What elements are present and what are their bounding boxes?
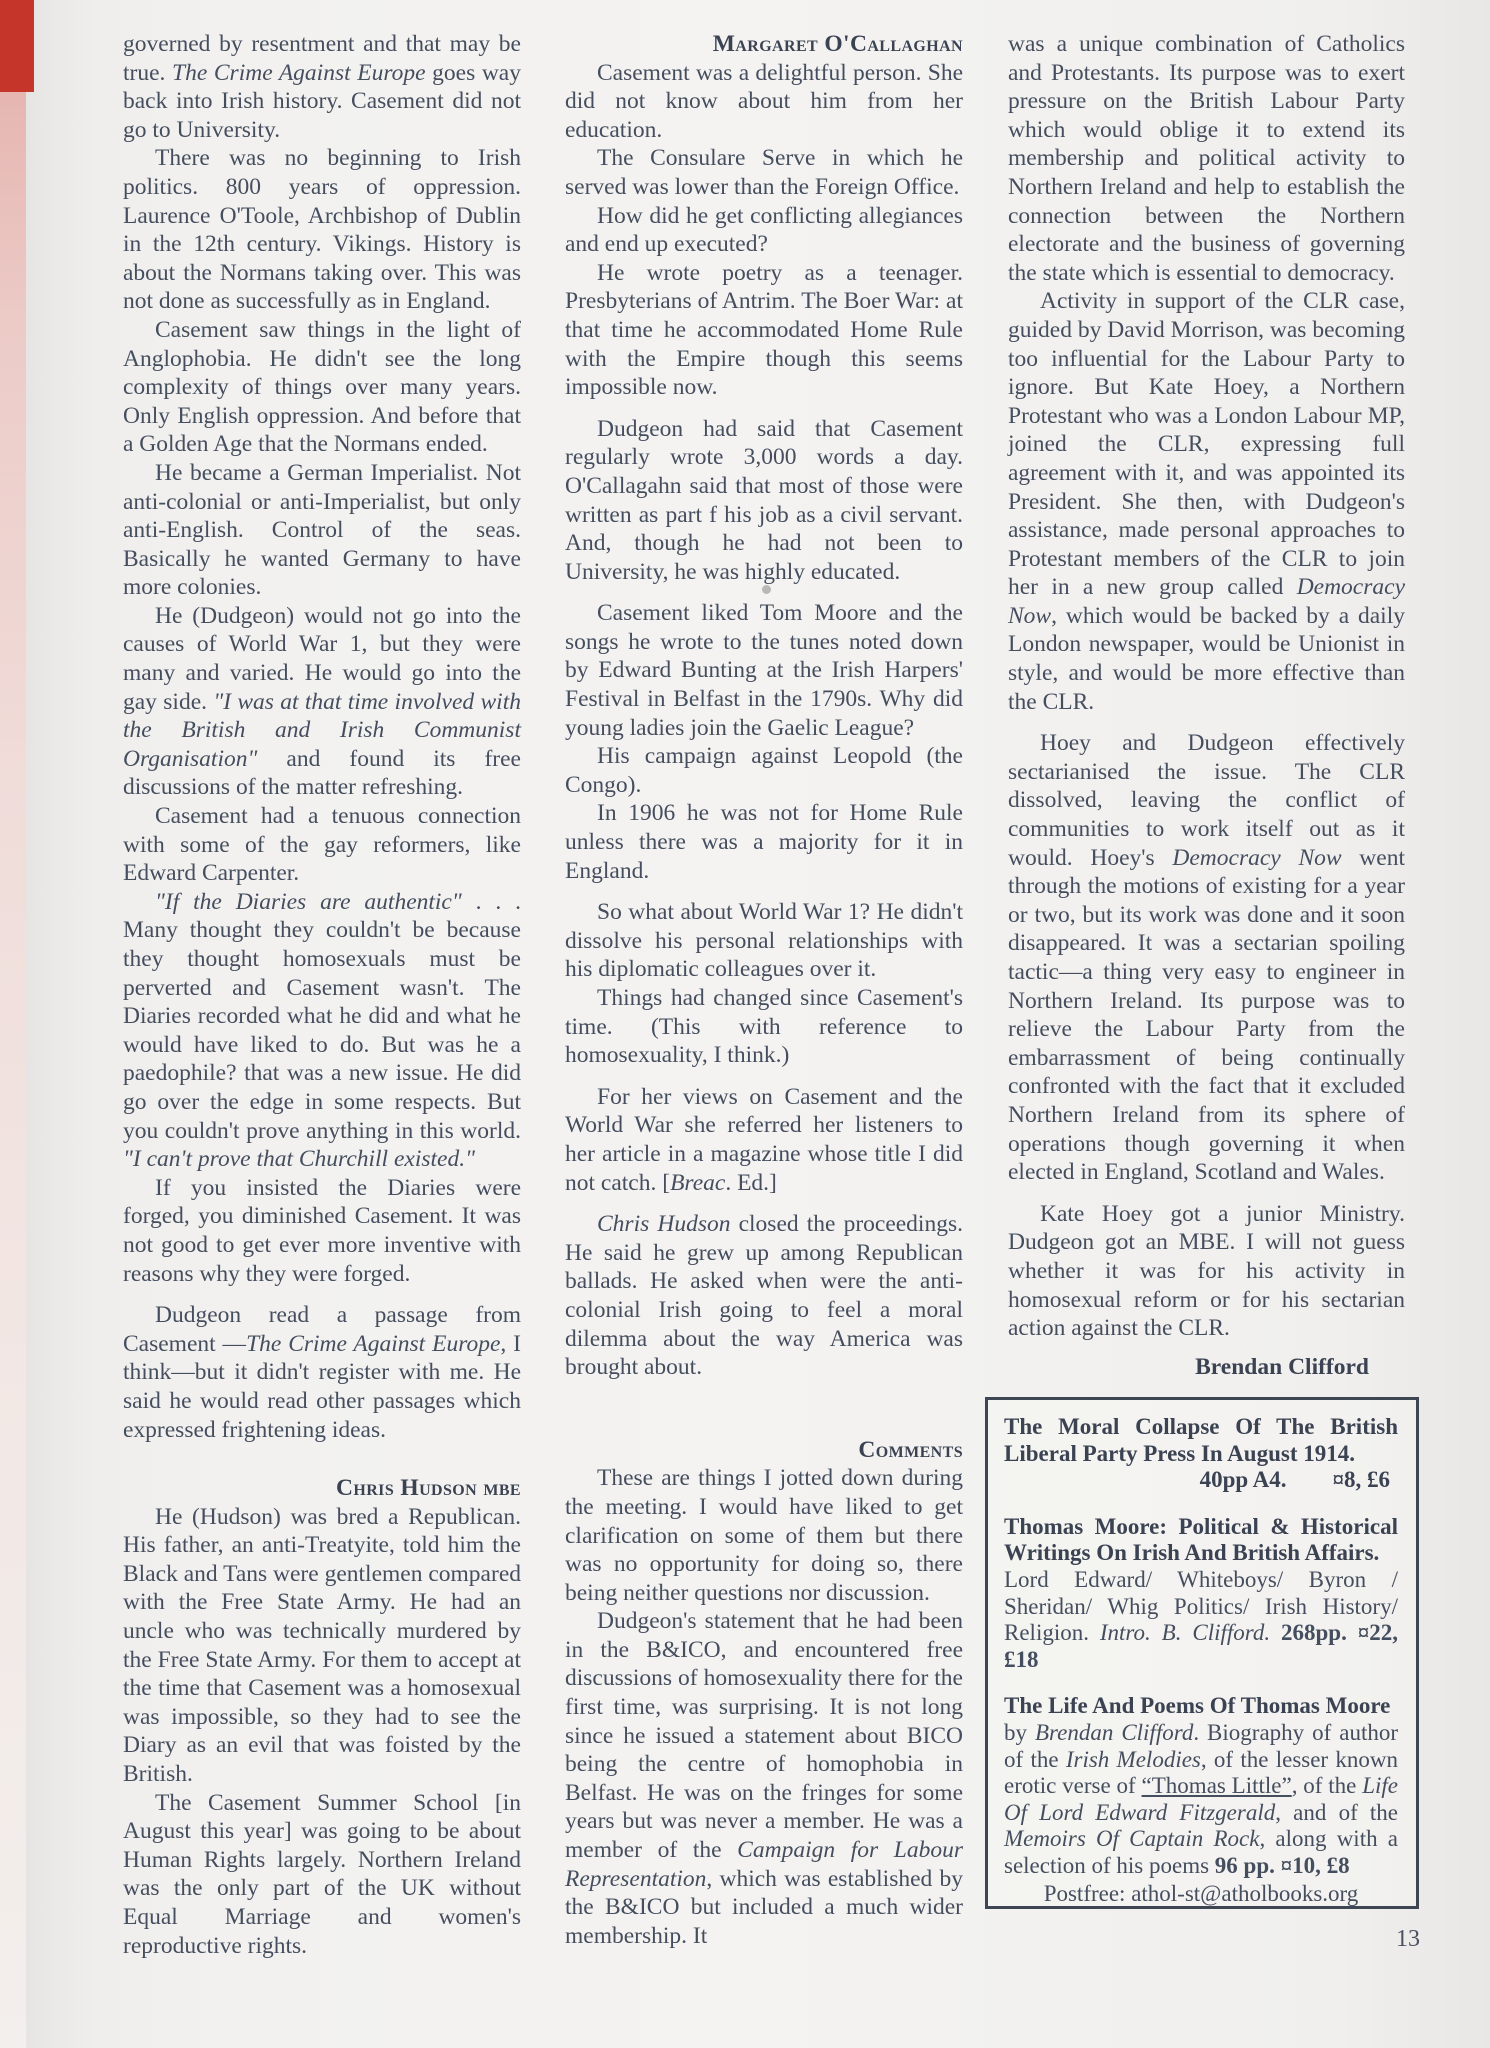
text-segment: . Ed.] — [725, 1169, 777, 1196]
ad-priceline — [1004, 1467, 1398, 1494]
text-segment: , of the — [1291, 1773, 1363, 1799]
text-segment: The Moral Collapse Of The British Liberal Party Press In August 1914. — [1004, 1414, 1398, 1466]
text-segment: Lord Edward/ Whiteboys/ Byron / Sheridan/ Whig Politics/ Irish History/ Religion. — [1004, 1566, 1398, 1646]
text-segment: Dudgeon had said that Casement regularly wrote 3,000 words a day. O'Callagahn said that most of those were written as part f his job as a civil servant. And, though he had not been to University, he was highly educated. — [565, 415, 963, 585]
column-1 — [123, 30, 521, 1960]
paragraph — [565, 1607, 963, 1950]
scan-edge-pink-strip — [0, 92, 26, 2048]
ad-pages: 40pp A4. — [1199, 1467, 1287, 1493]
ad-item-moral-collapse — [1004, 1414, 1398, 1494]
paragraph — [565, 202, 963, 259]
text-segment: He wrote poetry as a teenager. Presbyterians of Antrim. The Boer War: at that time he accommodated Home Rule with the Empire though this seems impossible now. — [565, 259, 963, 401]
ad-item-life-and-poems — [1004, 1693, 1398, 1879]
text-segment: was a unique combination of Catholics and Protestants. Its purpose was to exert pressure on the British Labour Party which would oblige it to extend its membership and political activity to Northern Ireland and help to establish the connection between the Northern electorate and the business of governing the state which is essential to democracy. — [1008, 31, 1405, 286]
paragraph — [123, 144, 521, 316]
text-segment: governed by resentment and that may be true. — [123, 31, 521, 86]
paragraph — [565, 1083, 963, 1197]
text-segment: Dudgeon read a passage from Casement — — [123, 1302, 521, 1357]
text-segment: Campaign for Labour Representation — [565, 1837, 963, 1892]
text-segment: Kate Hoey got a junior Ministry. Dudgeon got an MBE. I will not guess whether it was for his activity in homosexual reform or for his sectarian action against the CLR. — [1008, 1200, 1405, 1342]
text-segment: Democracy Now — [1172, 844, 1342, 871]
text-segment: Brendan Clifford — [1034, 1719, 1194, 1745]
ad-title — [1004, 1414, 1398, 1467]
text-segment: Democracy Now — [1008, 574, 1405, 629]
text-segment: Casement was a delightful person. She did not know about him from her education. — [565, 59, 963, 143]
text-segment: Hoey and Dudgeon effectively sectarianised the issue. The CLR dissolved, leaving the conflict of communities to work itself out as it would. Hoey's — [1008, 730, 1405, 871]
ad-price: ¤8, £6 — [1332, 1467, 1390, 1493]
paragraph — [123, 888, 521, 1174]
text-segment: He (Dudgeon) would not go into the causes of World War 1, but they were many and varied. He would go into the gay side. — [123, 602, 521, 715]
text-segment: He (Hudson) was bred a Republican. His father, an anti-Treatyite, told him the Black and Tans were gentlemen compared with the Free State Army. He had an uncle who was technically murdered by the Free State Army. For them to accept at the time that Casement was a homosexual was impossible, so they had to see the Diary as an evil that was foisted by the British. — [123, 1503, 521, 1788]
text-segment: Chris Hudson — [597, 1211, 731, 1238]
paragraph — [123, 1789, 521, 1961]
paragraph — [123, 459, 521, 602]
text-segment: There was no beginning to Irish politics. 800 years of oppression. Laurence O'Toole, Archbishop of Dublin in the 12th century. Vikings. History is about the Normans taking over. This was not done as successfully as in England. — [123, 145, 521, 315]
paragraph — [1008, 30, 1405, 287]
text-segment: by — [1004, 1719, 1035, 1745]
paragraph — [565, 1210, 963, 1382]
text-segment: Activity in support of the CLR case, guided by David Morrison, was becoming too influential for the Labour Party to ignore. But Kate Hoey, a Northern Protestant who was a London Labour MP, joined the CLR, expressing full agreement with it, and was appointed its President. She then, with Dudgeon's assistance, made personal approaches to Protestant members of the CLR to join her in a new group called — [1008, 288, 1405, 601]
paragraph — [565, 599, 963, 742]
text-segment: , along with a selection of his poems — [1004, 1826, 1398, 1878]
text-segment: . . . Many thought they couldn't be because they thought homosexuals must be perverted and Casement wasn't. The Diaries recorded what he did and what he would have liked to do. But was he a paedophile? that was a new issue. He did go over the edge in some respects. But you couldn't prove anything in this world. — [123, 888, 522, 1144]
text-segment: Intro. B. Clifford. — [1099, 1620, 1271, 1646]
page-number: 13 — [1396, 1926, 1420, 1952]
paragraph — [123, 1503, 521, 1789]
text-segment: "I was at that time involved with the British and Irish Communist Organisation" — [123, 688, 521, 772]
text-segment: The Crime Against Europe — [246, 1330, 501, 1357]
text-segment: "If the Diaries are authentic" — [155, 888, 462, 915]
text-segment: “Thomas Little” — [1141, 1773, 1292, 1799]
text-segment: These are things I jotted down during the meeting. I would have liked to get clarification on some of them but there was no opportunity for doing so, there being neither questions nor discussion. — [565, 1465, 963, 1606]
text-segment: For her views on Casement and the World War she referred her listeners to her article in a magazine whose title I did not catch. [ — [565, 1083, 963, 1196]
speaker-heading: Margaret O'Callaghan — [712, 31, 963, 57]
text-segment: "I can't prove that Churchill existed." — [123, 1146, 475, 1173]
paragraph — [565, 898, 963, 984]
paragraph — [123, 602, 521, 802]
text-segment: , I think—but it didn't register with me. He said he would read other passages which expressed frightening ideas. — [123, 1330, 522, 1443]
paragraph — [565, 415, 963, 587]
text-segment: Dudgeon's statement that he had been in the B&ICO, and encountered free discussions of homosexuality there for the first time, was surprising. It is not long since he issued a statement about BICO being the centre of homophobia in Belfast. He was on the fringes for some years but was never a member. He was a member of the — [565, 1608, 963, 1864]
text-segment: The Life And Poems Of Thomas Moore — [1004, 1693, 1391, 1719]
text-segment: 96 pp. ¤10, £8 — [1214, 1852, 1350, 1878]
paragraph — [565, 144, 963, 201]
paragraph — [565, 59, 963, 145]
text-segment: Casement had a tenuous connection with some of the gay reformers, like Edward Carpenter. — [123, 803, 521, 887]
paragraph — [565, 799, 963, 885]
paragraph — [1008, 1200, 1405, 1343]
scan-artifact-dot — [762, 585, 771, 594]
ad-title — [1004, 1514, 1398, 1567]
text-segment: , which was established by the B&ICO but included a much wider membership. It — [565, 1865, 963, 1949]
text-segment: , of the lesser known erotic verse of — [1004, 1746, 1398, 1799]
text-segment: The Casement Summer School [in August this year] was going to be about Human Rights largely. Northern Ireland was the only part of the UK without Equal Marriage and women's reproductive rights. — [123, 1789, 521, 1959]
text-segment: Casement saw things in the light of Anglophobia. He didn't see the long complexity of things over many years. Only English oppression. And before that a Golden Age that the Normans ended. — [123, 316, 521, 458]
column-2 — [565, 30, 963, 1950]
text-segment: Breac — [670, 1169, 726, 1196]
text-segment: . Biography of author of the — [1004, 1719, 1399, 1772]
paragraph — [123, 1301, 521, 1444]
ad-body — [1004, 1567, 1398, 1673]
text-segment: If you insisted the Diaries were forged, you diminished Casement. It was not good to get ever more inventive with reasons why they were forged. — [123, 1174, 521, 1287]
text-segment: Casement liked Tom Moore and the songs he wrote to the tunes noted down by Edward Bunting at the Irish Harpers' Festival in Belfast in the 1790s. Why did young ladies join the Gaelic League? — [565, 600, 963, 741]
text-segment: , which would be backed by a daily London newspaper, would be Unionist in style, and would be more effective than the CLR. — [1008, 602, 1405, 715]
paragraph — [123, 802, 521, 888]
speaker-heading: Comments — [858, 1436, 963, 1463]
ad-body — [1004, 1720, 1398, 1880]
text-segment: Things had changed since Casement's time. (This with reference to homosexuality, I think.) — [565, 985, 963, 1069]
paragraph — [565, 1464, 963, 1607]
paragraph — [1008, 287, 1405, 716]
text-segment: So what about World War 1? He didn't dissolve his personal relationships with his diplomatic colleagues over it. — [565, 899, 963, 983]
author-signature: Brendan Clifford — [1195, 1353, 1369, 1380]
ad-title — [1004, 1693, 1398, 1720]
column-3 — [1008, 30, 1405, 1381]
ad-postfree-line: Postfree: athol-st@atholbooks.org — [1043, 1880, 1359, 1906]
text-segment: closed the proceedings. He said he grew up among Republican ballads. He asked when were the anti-colonial Irish going to feel a moral dilemma about the way America was brought about. — [565, 1211, 963, 1381]
text-segment: and found its free discussions of the matter refreshing. — [123, 745, 521, 801]
books-ad-box — [985, 1397, 1419, 1909]
text-segment: Memoirs Of Captain Rock — [1004, 1826, 1260, 1852]
paragraph — [123, 30, 521, 144]
text-segment: Irish Melodies — [1065, 1746, 1201, 1772]
text-segment: How did he get conflicting allegiances and end up executed? — [565, 202, 963, 258]
text-segment: went through the motions of existing for a year or two, but its work was done and it soon disappeared. It was a sectarian spoiling tactic—a thing very easy to engineer in Northern Ireland. Its purpose was to relieve the Labour Party from the embarrassment of being continually confronted with the fact that it excluded Northern Ireland from its sphere of operations though governing it when elected in England, Scotland and Wales. — [1008, 844, 1405, 1186]
scan-edge-red-block — [0, 0, 34, 92]
text-segment: The Crime Against Europe — [172, 59, 426, 86]
paragraph — [565, 259, 963, 402]
text-segment: In 1906 he was not for Home Rule unless there was a majority for it in England. — [565, 800, 963, 884]
paragraph — [565, 742, 963, 799]
speaker-heading: Chris Hudson mbe — [336, 1475, 521, 1502]
paragraph — [565, 984, 963, 1070]
text-segment: Thomas Moore: Political & Historical Writings On Irish And British Affairs. — [1004, 1513, 1398, 1566]
text-segment: goes way back into Irish history. Casement did not go to University. — [123, 59, 521, 143]
text-segment: , and of the — [1275, 1799, 1398, 1825]
paragraph — [1008, 729, 1405, 1187]
text-segment: 268pp. ¤22, £18 — [1004, 1620, 1398, 1672]
text-segment — [1270, 1620, 1281, 1645]
paragraph — [123, 1174, 521, 1288]
text-segment: The Consulare Serve in which he served was lower than the Foreign Office. — [565, 145, 963, 200]
text-segment: Life Of Lord Edward Fitzgerald — [1004, 1773, 1398, 1825]
ad-item-thomas-moore-writings — [1004, 1514, 1398, 1674]
text-segment: He became a German Imperialist. Not anti-colonial or anti-Imperialist, but only anti-English. Control of the seas. Basically he wanted Germany to have more colonies. — [123, 459, 521, 601]
text-segment: His campaign against Leopold (the Congo). — [565, 743, 963, 798]
paragraph — [123, 316, 521, 459]
